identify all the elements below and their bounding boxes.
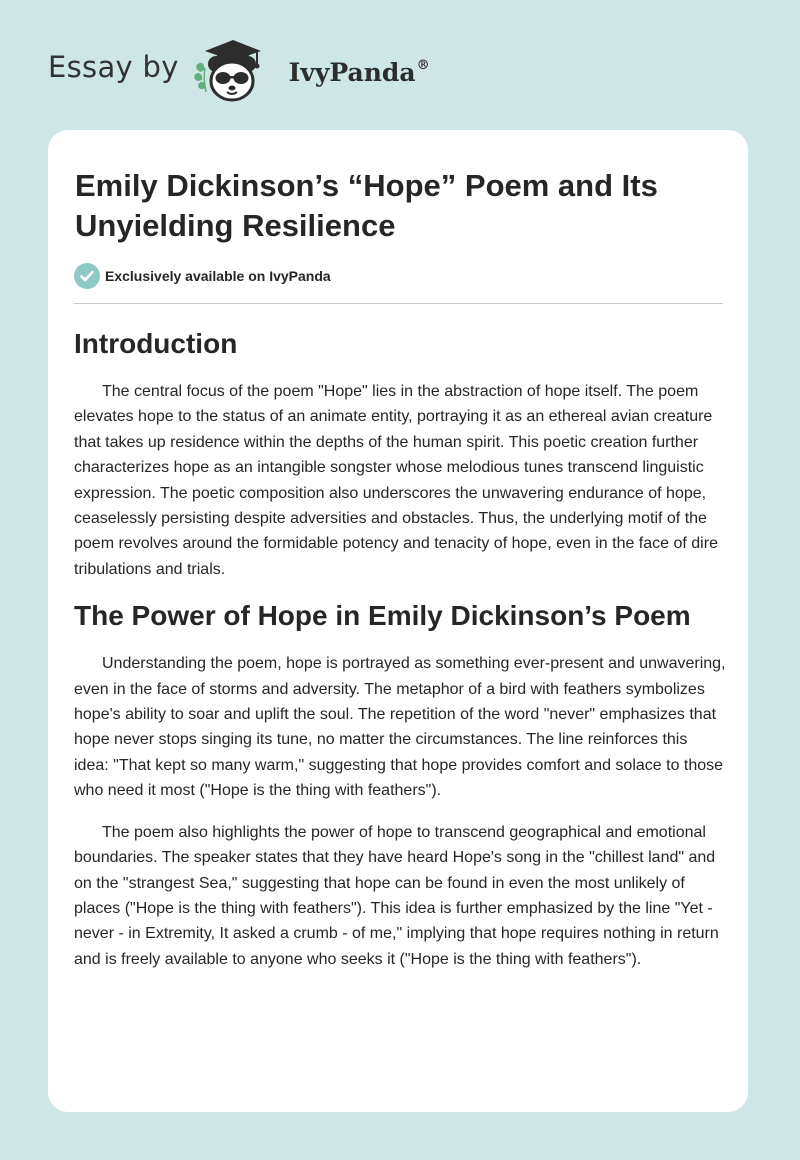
paragraph: The central focus of the poem "Hope" lies in the abstraction of hope itself. The poem elevates hope to the status of an animate entity, portraying it as an ethereal avian creature that takes up residence within the depths of the human spirit. This poetic creation further characterizes hope as an intangible songster whose melodious tunes transcend linguistic expression. The poetic composition also underscores the unwavering endurance of hope, ceaselessly persisting despite adversities and obstacles. Thus, the underlying motif of the poem revolves around the formidable potency and tenacity of hope, even in the face of dire tribulations and trials.	[74, 383, 718, 578]
brand-name-text: IvyPanda	[288, 57, 416, 87]
registered-mark: ®	[416, 57, 430, 73]
exclusive-badge-label: Exclusively available on IvyPanda	[105, 268, 331, 284]
panda-graduation-cap-icon[interactable]	[193, 34, 285, 108]
exclusive-badge	[74, 263, 331, 289]
paragraph: Understanding the poem, hope is portrayed as something ever-present and unwavering, even in the face of storms and adversity. The metaphor of a bird with feathers symbolizes hope's ability to soar and uplift the soul. The repetition of the word "never" emphasizes that hope never stops singing its tune, no matter the circumstances. The line reinforces this idea: "That kept so many warm," suggesting that hope provides comfort and solace to those who need it most ("Hope is the thing with feathers").	[74, 655, 726, 800]
check-circle-icon	[74, 263, 100, 289]
section-heading-power-of-hope: The Power of Hope in Emily Dickinson’s Poem	[74, 600, 691, 632]
title-divider	[74, 303, 723, 304]
essay-title: Emily Dickinson’s “Hope” Poem and Its Unyielding Resilience	[75, 168, 658, 243]
site-header	[48, 34, 430, 108]
brand-name[interactable]	[289, 58, 430, 87]
essay-by-label: Essay by	[48, 50, 179, 84]
essay-card	[48, 130, 748, 1112]
paragraph: The poem also highlights the power of hope to transcend geographical and emotional boundaries. The speaker states that they have heard Hope's song in the "chillest land" and on the "strangest Sea," suggesting that hope can be found in even the most unlikely of places ("Hope is the thing with feathers"). This idea is further emphasized by the line "Yet - never - in Extremity, It asked a crumb - of me," implying that hope requires nothing in return and is freely available to anyone who seeks it ("Hope is the thing with feathers").	[74, 823, 719, 968]
essay-body	[74, 326, 726, 972]
section-heading-introduction: Introduction	[74, 328, 238, 359]
